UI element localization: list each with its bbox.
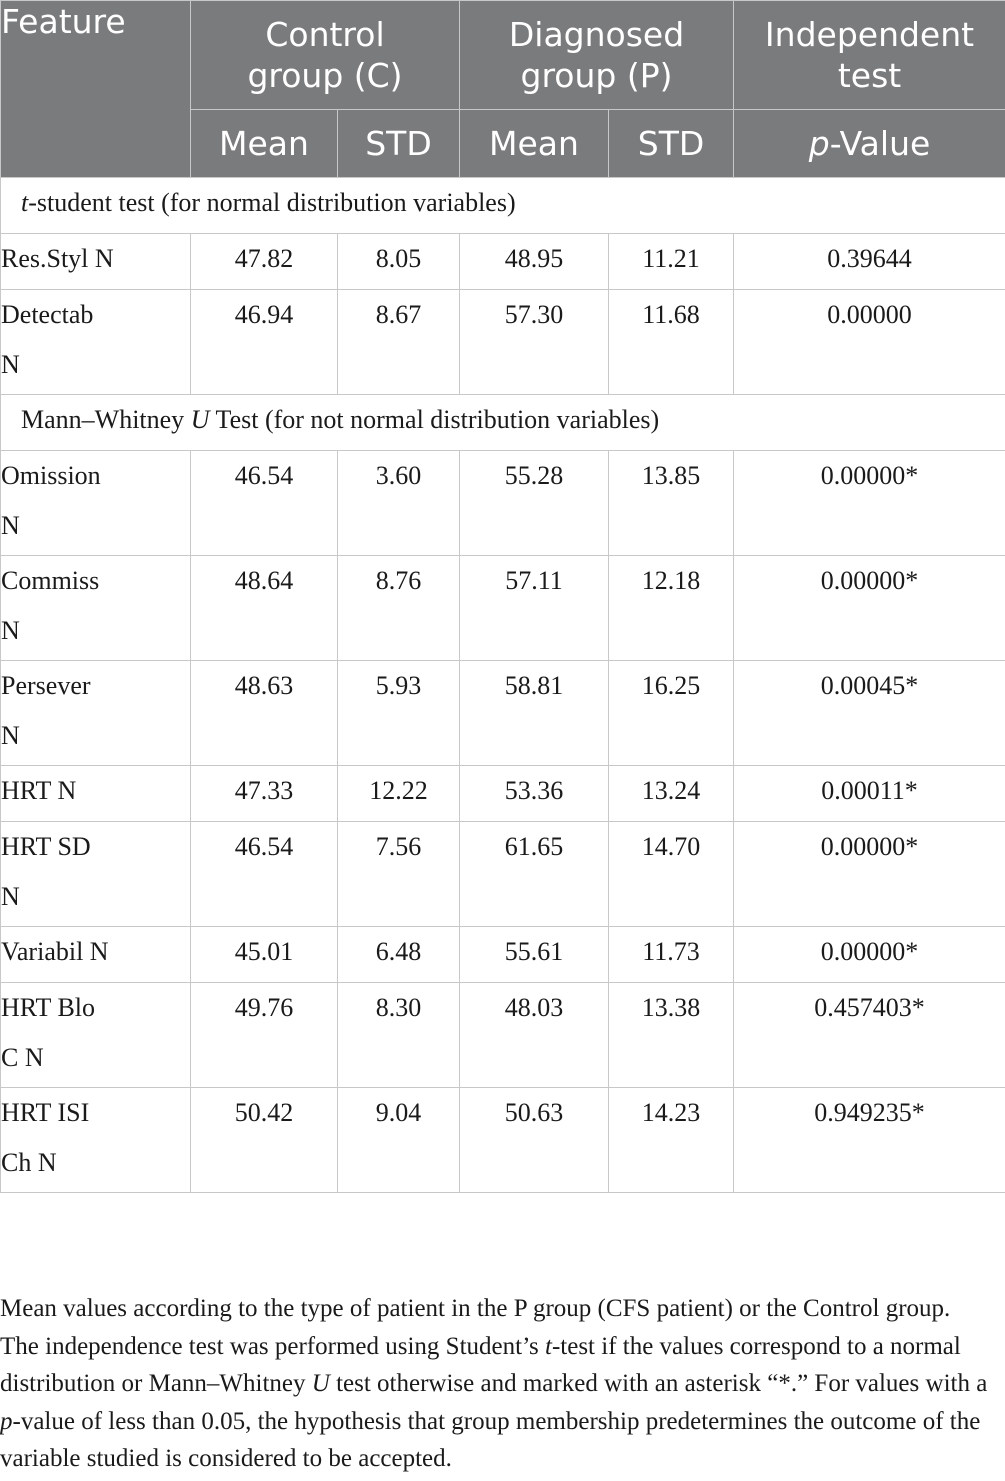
row-feature-line2: N [1,350,20,379]
row-feature-line2: C N [1,1043,44,1072]
row-diagnosed-mean: 53.36 [460,766,609,822]
header-control-group [191,1,460,110]
section-mw-post: Test (for not normal distribution variables) [209,405,660,434]
header-diagnosed-line1: Diagnosed [508,15,685,54]
caption-t-italic: t [545,1332,552,1360]
row-feature-name [1,290,191,395]
row-diagnosed-mean: 57.11 [460,556,609,661]
row-diagnosed-mean: 48.03 [460,983,609,1088]
row-feature-line2: N [1,511,20,540]
row-diagnosed-mean: 55.28 [460,451,609,556]
caption-part1: Mean values according to the type of patient in the P group (CFS patient) or the Control group. The independence test was performed using Student’s [0,1295,951,1360]
row-p-value: 0.00000 [734,290,1005,395]
header-diagnosed-std: STD [609,110,734,178]
header-independent-test [734,1,1005,110]
header-p-italic: p [808,124,830,163]
table-row [1,234,1005,290]
table-row [1,766,1005,822]
row-diagnosed-std: 11.68 [609,290,734,395]
row-control-std: 7.56 [338,822,460,927]
row-control-mean: 48.63 [191,661,338,766]
header-p-rest: -Value [829,124,931,163]
row-p-value: 0.949235* [734,1088,1005,1193]
header-independent-line1: Independent [764,15,975,54]
row-control-std: 8.30 [338,983,460,1088]
row-p-value: 0.00000* [734,451,1005,556]
row-diagnosed-std: 13.85 [609,451,734,556]
row-diagnosed-std: 14.70 [609,822,734,927]
row-control-std: 8.67 [338,290,460,395]
row-feature-name [1,822,191,927]
caption-u-italic: U [311,1370,330,1397]
row-control-std: 5.93 [338,661,460,766]
row-feature-line2: Ch N [1,1148,57,1177]
row-feature-line1: Persever [1,671,91,700]
row-p-value: 0.00000* [734,556,1005,661]
row-p-value: 0.39644 [734,234,1005,290]
row-p-value: 0.00045* [734,661,1005,766]
row-control-std: 9.04 [338,1088,460,1193]
row-feature-line2: N [1,616,20,645]
row-control-mean: 46.94 [191,290,338,395]
caption-part3: test otherwise and marked with an asterisk “*.” For values with a [329,1370,988,1397]
section-t-rest: -student test (for normal distribution variables) [28,188,516,217]
table-row [1,822,1005,927]
row-feature-name: Res.Styl N [1,234,191,290]
section-mann-whitney [1,395,1005,451]
row-feature-line1: Detectab [1,300,94,329]
row-diagnosed-mean: 55.61 [460,927,609,983]
caption-part2: -test if the values correspond to a normal distribution or Mann–Whitney [0,1332,961,1397]
row-feature-line1: HRT Blo [1,993,96,1022]
table-row [1,290,1005,395]
row-control-std: 8.05 [338,234,460,290]
header-control-line2: group (C) [247,56,403,95]
section-mw-italic: U [190,405,210,434]
row-diagnosed-mean: 57.30 [460,290,609,395]
row-diagnosed-std: 12.18 [609,556,734,661]
section-t-student [1,178,1005,234]
row-control-mean: 46.54 [191,822,338,927]
header-diagnosed-group [460,1,734,110]
row-feature-line1: Omission [1,461,101,490]
row-control-mean: 47.82 [191,234,338,290]
row-control-mean: 49.76 [191,983,338,1088]
header-control-line1: Control [265,15,385,54]
caption-p-italic: p [0,1407,13,1435]
table-row [1,451,1005,556]
header-p-value [734,110,1005,178]
header-diagnosed-line2: group (P) [520,56,673,95]
row-feature-line1: HRT SD [1,832,91,861]
row-feature-name: HRT N [1,766,191,822]
row-feature-line2: N [1,721,20,750]
row-feature-line2: N [1,882,20,911]
row-control-std: 3.60 [338,451,460,556]
header-diagnosed-mean: Mean [460,110,609,178]
row-control-mean: 47.33 [191,766,338,822]
section-mw-pre: Mann–Whitney [21,405,191,434]
row-feature-line1: Commiss [1,566,100,595]
row-p-value: 0.457403* [734,983,1005,1088]
row-control-std: 8.76 [338,556,460,661]
row-p-value: 0.00000* [734,927,1005,983]
section-t-italic: t [21,188,29,217]
row-p-value: 0.00011* [734,766,1005,822]
row-diagnosed-std: 16.25 [609,661,734,766]
header-feature: Feature [1,1,191,178]
row-diagnosed-std: 13.24 [609,766,734,822]
row-control-mean: 48.64 [191,556,338,661]
row-control-mean: 50.42 [191,1088,338,1193]
row-feature-name: Variabil N [1,927,191,983]
header-independent-line2: test [837,56,902,95]
row-diagnosed-std: 11.73 [609,927,734,983]
row-diagnosed-std: 13.38 [609,983,734,1088]
row-diagnosed-std: 14.23 [609,1088,734,1193]
table-row [1,556,1005,661]
header-control-mean: Mean [191,110,338,178]
row-control-mean: 46.54 [191,451,338,556]
row-control-std: 12.22 [338,766,460,822]
row-feature-name [1,983,191,1088]
row-diagnosed-mean: 50.63 [460,1088,609,1193]
row-diagnosed-mean: 48.95 [460,234,609,290]
row-diagnosed-std: 11.21 [609,234,734,290]
table-row [1,661,1005,766]
row-control-std: 6.48 [338,927,460,983]
row-feature-name [1,451,191,556]
table-row [1,983,1005,1088]
row-diagnosed-mean: 58.81 [460,661,609,766]
row-feature-name [1,556,191,661]
row-feature-name [1,1088,191,1193]
row-control-mean: 45.01 [191,927,338,983]
table-row [1,927,1005,983]
table-row [1,1088,1005,1193]
row-feature-name [1,661,191,766]
row-p-value: 0.00000* [734,822,1005,927]
table-caption [0,1290,990,1478]
header-control-std: STD [338,110,460,178]
caption-part4: -value of less than 0.05, the hypothesis that group membership predetermines the outcome of the variable studied is considered to be accepted. [0,1407,981,1472]
row-diagnosed-mean: 61.65 [460,822,609,927]
row-feature-line1: HRT ISI [1,1098,90,1127]
